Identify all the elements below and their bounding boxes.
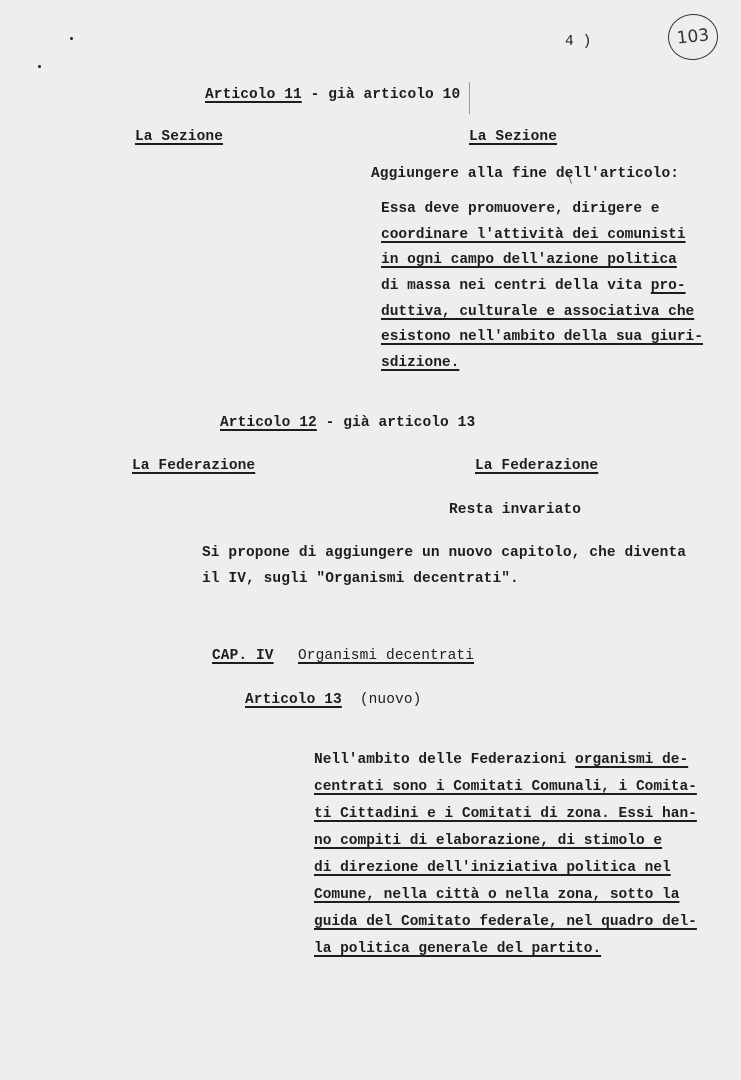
text-line: sdizione. bbox=[381, 355, 460, 372]
text-line: Comune, nella città o nella zona, sotto la bbox=[314, 887, 680, 903]
article-11-instruction: Aggiungere alla fine dell'articolo: bbox=[371, 166, 680, 182]
article-12-label: Articolo 12 bbox=[220, 415, 317, 431]
article-12-right-title: La Federazione bbox=[475, 458, 599, 474]
text-line: la politica generale del partito. bbox=[314, 941, 602, 957]
ink-dot bbox=[38, 65, 41, 68]
article-11-heading bbox=[205, 86, 460, 104]
article-13-heading bbox=[245, 691, 421, 709]
page-number: 4 ) bbox=[565, 34, 592, 50]
article-12-note: - già articolo 13 bbox=[316, 415, 476, 431]
text-line: esistono nell'ambito della sua giuri- bbox=[381, 329, 703, 346]
text-line: duttiva, culturale e associativa che bbox=[381, 303, 695, 320]
archive-stamp: 103 bbox=[666, 12, 721, 63]
article-13-label: Articolo 13 bbox=[245, 692, 342, 708]
text-line: Essa deve promuovere, dirigere e bbox=[381, 201, 660, 217]
text-line: di massa nei centri della vita pro- bbox=[381, 278, 686, 295]
article-11-note: - già articolo 10 bbox=[301, 87, 461, 103]
article-12-heading bbox=[220, 414, 475, 432]
proposal-line-2: il IV, sugli "Organismi decentrati". bbox=[202, 571, 519, 587]
article-13-text bbox=[314, 751, 697, 967]
text-line: guida del Comitato federale, nel quadro del- bbox=[314, 914, 697, 930]
ink-dot bbox=[70, 37, 73, 40]
article-13-note: (nuovo) bbox=[359, 692, 422, 708]
text-line: in ogni campo dell'azione politica bbox=[381, 252, 677, 269]
article-11-label: Articolo 11 bbox=[205, 87, 302, 103]
text-line: Nell'ambito delle Federazioni organismi de- bbox=[314, 752, 689, 768]
chapter-title: Organismi decentrati bbox=[298, 648, 475, 664]
article-12-left-title: La Federazione bbox=[132, 458, 256, 474]
proposal-line-1: Si propone di aggiungere un nuovo capitolo, che diventa bbox=[202, 545, 687, 561]
text-line: coordinare l'attività dei comunisti bbox=[381, 226, 686, 243]
text-line: ti Cittadini e i Comitati di zona. Essi han- bbox=[314, 806, 697, 822]
text-line: di direzione dell'iniziativa politica nel bbox=[314, 860, 671, 876]
text-line: no compiti di elaborazione, di stimolo e bbox=[314, 833, 663, 849]
paper-crease bbox=[469, 82, 470, 114]
article-11-right-title: La Sezione bbox=[469, 129, 558, 145]
article-11-amendment-text bbox=[381, 200, 703, 380]
article-12-status: Resta invariato bbox=[449, 502, 582, 518]
chapter-label: CAP. IV bbox=[212, 648, 274, 664]
text-line: centrati sono i Comitati Comunali, i Comita- bbox=[314, 779, 697, 795]
article-11-left-title: La Sezione bbox=[135, 129, 224, 145]
